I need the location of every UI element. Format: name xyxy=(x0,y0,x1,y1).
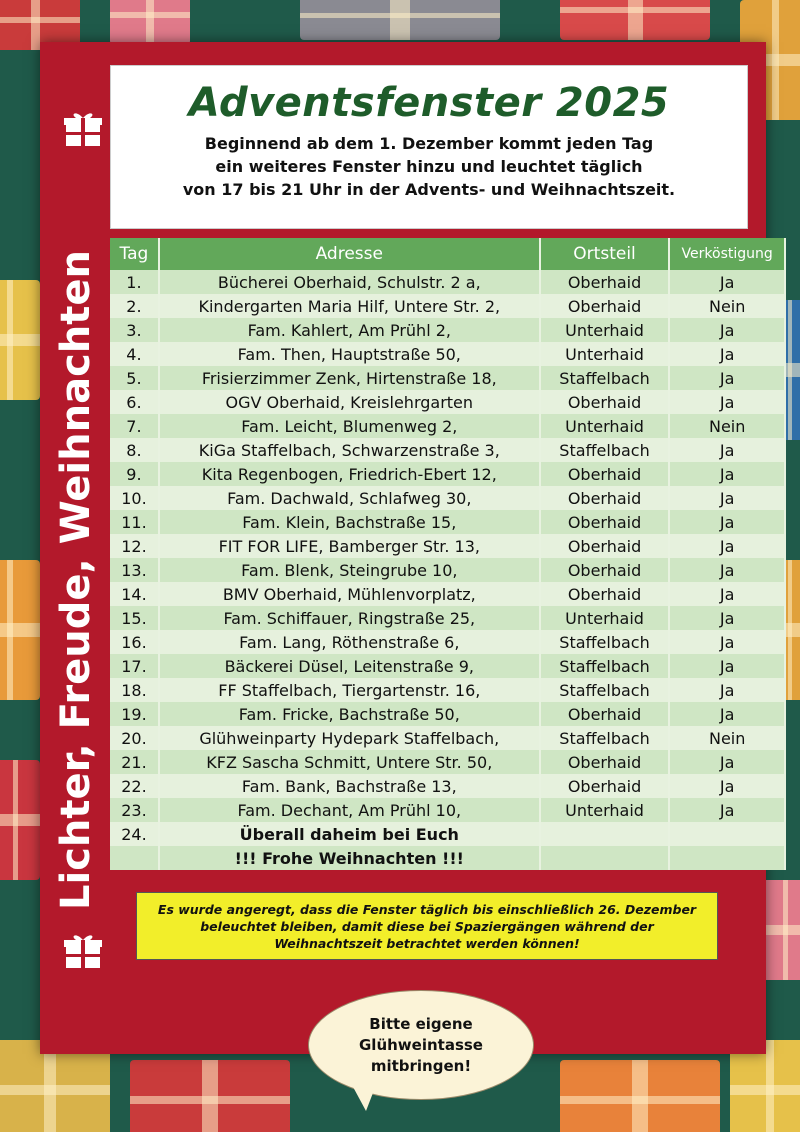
table-row xyxy=(110,774,786,798)
gift-decoration xyxy=(0,760,40,880)
cell-verkoestigung: Ja xyxy=(670,366,786,390)
table-row xyxy=(110,846,786,870)
cell-verkoestigung: Ja xyxy=(670,342,786,366)
cell-verkoestigung: Nein xyxy=(670,294,786,318)
cell-verkoestigung: Ja xyxy=(670,270,786,294)
cell-tag: 23. xyxy=(110,798,160,822)
cell-verkoestigung: Ja xyxy=(670,798,786,822)
cell-ortsteil: Oberhaid xyxy=(541,270,671,294)
cell-tag: 9. xyxy=(110,462,160,486)
cell-tag: 6. xyxy=(110,390,160,414)
cell-verkoestigung: Ja xyxy=(670,486,786,510)
cell-verkoestigung: Ja xyxy=(670,318,786,342)
cell-adresse: Frisierzimmer Zenk, Hirtenstraße 18, xyxy=(160,366,541,390)
cell-adresse: KiGa Staffelbach, Schwarzenstraße 3, xyxy=(160,438,541,462)
cell-ortsteil: Staffelbach xyxy=(541,654,671,678)
table-row xyxy=(110,486,786,510)
note-line-3: Weihnachtszeit betrachtet werden können! xyxy=(274,935,580,951)
cell-adresse: FF Staffelbach, Tiergartenstr. 16, xyxy=(160,678,541,702)
cell-verkoestigung: Ja xyxy=(670,558,786,582)
cell-ortsteil: Oberhaid xyxy=(541,390,671,414)
header-subtitle xyxy=(111,132,747,201)
cell-tag: 11. xyxy=(110,510,160,534)
gift-decoration xyxy=(110,0,190,45)
table-header xyxy=(110,238,786,270)
cell-ortsteil: Unterhaid xyxy=(541,606,671,630)
cell-ortsteil: Oberhaid xyxy=(541,486,671,510)
bubble-line-3: mitbringen! xyxy=(370,1056,472,1075)
cell-tag: 12. xyxy=(110,534,160,558)
header-line-1: Beginnend ab dem 1. Dezember kommt jeden Tag xyxy=(204,134,654,153)
cell-adresse: Glühweinparty Hydepark Staffelbach, xyxy=(160,726,541,750)
cell-adresse: OGV Oberhaid, Kreislehrgarten xyxy=(160,390,541,414)
speech-bubble xyxy=(308,990,534,1100)
cell-adresse: Fam. Blenk, Steingrube 10, xyxy=(160,558,541,582)
vertical-slogan-text: Lichter, Freude, Weihnachten xyxy=(53,250,99,910)
cell-adresse: Fam. Then, Hauptstraße 50, xyxy=(160,342,541,366)
gift-decoration xyxy=(0,280,40,400)
cell-adresse: Fam. Leicht, Blumenweg 2, xyxy=(160,414,541,438)
table-row xyxy=(110,702,786,726)
vertical-slogan xyxy=(52,230,100,930)
table-row xyxy=(110,390,786,414)
cell-verkoestigung: Ja xyxy=(670,582,786,606)
header-adresse: Adresse xyxy=(160,238,541,270)
cell-adresse: !!! Frohe Weihnachten !!! xyxy=(160,846,541,870)
table-row xyxy=(110,822,786,846)
table-row xyxy=(110,798,786,822)
cell-verkoestigung: Ja xyxy=(670,702,786,726)
cell-verkoestigung: Ja xyxy=(670,654,786,678)
cell-verkoestigung: Ja xyxy=(670,678,786,702)
cell-ortsteil: Oberhaid xyxy=(541,558,671,582)
cell-verkoestigung: Ja xyxy=(670,390,786,414)
cell-tag xyxy=(110,846,160,870)
gift-icon xyxy=(64,932,102,970)
cell-adresse: BMV Oberhaid, Mühlenvorplatz, xyxy=(160,582,541,606)
cell-tag: 21. xyxy=(110,750,160,774)
cell-ortsteil: Staffelbach xyxy=(541,366,671,390)
cell-adresse: FIT FOR LIFE, Bamberger Str. 13, xyxy=(160,534,541,558)
cell-verkoestigung: Ja xyxy=(670,750,786,774)
cell-ortsteil: Staffelbach xyxy=(541,726,671,750)
cell-verkoestigung: Nein xyxy=(670,414,786,438)
schedule-table xyxy=(110,238,786,870)
header-line-3: von 17 bis 21 Uhr in der Advents- und Weihnachtszeit. xyxy=(182,180,676,199)
cell-tag: 22. xyxy=(110,774,160,798)
table-row xyxy=(110,270,786,294)
cell-ortsteil: Unterhaid xyxy=(541,342,671,366)
cell-tag: 4. xyxy=(110,342,160,366)
cell-tag: 7. xyxy=(110,414,160,438)
cell-adresse: Fam. Dechant, Am Prühl 10, xyxy=(160,798,541,822)
table-row xyxy=(110,606,786,630)
gift-decoration xyxy=(0,560,40,700)
cell-verkoestigung: Ja xyxy=(670,534,786,558)
cell-ortsteil: Unterhaid xyxy=(541,414,671,438)
bubble-line-1: Bitte eigene xyxy=(369,1014,473,1033)
cell-tag: 10. xyxy=(110,486,160,510)
cell-adresse: Fam. Kahlert, Am Prühl 2, xyxy=(160,318,541,342)
cell-verkoestigung xyxy=(670,822,786,846)
cell-ortsteil: Oberhaid xyxy=(541,294,671,318)
cell-adresse: Überall daheim bei Euch xyxy=(160,822,541,846)
cell-verkoestigung: Ja xyxy=(670,510,786,534)
table-row xyxy=(110,510,786,534)
table-row xyxy=(110,534,786,558)
cell-tag: 8. xyxy=(110,438,160,462)
cell-adresse: Fam. Lang, Röthenstraße 6, xyxy=(160,630,541,654)
gift-decoration xyxy=(760,880,800,980)
cell-tag: 20. xyxy=(110,726,160,750)
cell-adresse: KFZ Sascha Schmitt, Untere Str. 50, xyxy=(160,750,541,774)
cell-verkoestigung: Ja xyxy=(670,630,786,654)
cell-adresse: Fam. Fricke, Bachstraße 50, xyxy=(160,702,541,726)
header-ortsteil: Ortsteil xyxy=(541,238,671,270)
gift-decoration xyxy=(560,1060,720,1132)
table-row xyxy=(110,366,786,390)
cell-tag: 24. xyxy=(110,822,160,846)
note-line-2: beleuchtet bleiben, damit diese bei Spaziergängen während der xyxy=(200,918,654,934)
cell-adresse: Fam. Klein, Bachstraße 15, xyxy=(160,510,541,534)
cell-ortsteil: Oberhaid xyxy=(541,534,671,558)
cell-tag: 13. xyxy=(110,558,160,582)
cell-adresse: Fam. Schiffauer, Ringstraße 25, xyxy=(160,606,541,630)
table-row xyxy=(110,294,786,318)
cell-tag: 16. xyxy=(110,630,160,654)
page-title: Adventsfenster 2025 xyxy=(188,80,670,126)
cell-verkoestigung xyxy=(670,846,786,870)
cell-ortsteil: Unterhaid xyxy=(541,798,671,822)
cell-verkoestigung: Ja xyxy=(670,606,786,630)
cell-ortsteil: Unterhaid xyxy=(541,318,671,342)
cell-ortsteil xyxy=(541,822,671,846)
cell-tag: 14. xyxy=(110,582,160,606)
table-row xyxy=(110,750,786,774)
note-box xyxy=(136,892,718,960)
gift-icon xyxy=(64,110,102,148)
table-row xyxy=(110,678,786,702)
cell-adresse: Kita Regenbogen, Friedrich-Ebert 12, xyxy=(160,462,541,486)
header-line-2: ein weiteres Fenster hinzu und leuchtet täglich xyxy=(215,157,643,176)
cell-verkoestigung: Ja xyxy=(670,438,786,462)
cell-adresse: Kindergarten Maria Hilf, Untere Str. 2, xyxy=(160,294,541,318)
cell-adresse: Bücherei Oberhaid, Schulstr. 2 a, xyxy=(160,270,541,294)
cell-verkoestigung: Ja xyxy=(670,462,786,486)
cell-ortsteil: Oberhaid xyxy=(541,462,671,486)
gift-decoration xyxy=(300,0,500,40)
cell-adresse: Fam. Bank, Bachstraße 13, xyxy=(160,774,541,798)
cell-tag: 2. xyxy=(110,294,160,318)
cell-ortsteil: Oberhaid xyxy=(541,510,671,534)
header-verkoestigung: Verköstigung xyxy=(670,238,786,270)
table-row xyxy=(110,558,786,582)
gift-decoration xyxy=(560,0,710,40)
table-row xyxy=(110,318,786,342)
cell-ortsteil: Oberhaid xyxy=(541,702,671,726)
table-row xyxy=(110,438,786,462)
table-row xyxy=(110,726,786,750)
cell-tag: 18. xyxy=(110,678,160,702)
cell-tag: 19. xyxy=(110,702,160,726)
cell-ortsteil: Oberhaid xyxy=(541,750,671,774)
cell-tag: 5. xyxy=(110,366,160,390)
cell-tag: 17. xyxy=(110,654,160,678)
cell-ortsteil: Staffelbach xyxy=(541,630,671,654)
cell-tag: 15. xyxy=(110,606,160,630)
cell-verkoestigung: Ja xyxy=(670,774,786,798)
header-tag: Tag xyxy=(110,238,160,270)
cell-verkoestigung: Nein xyxy=(670,726,786,750)
table-body xyxy=(110,270,786,870)
table-row xyxy=(110,414,786,438)
cell-adresse: Bäckerei Düsel, Leitenstraße 9, xyxy=(160,654,541,678)
table-row xyxy=(110,342,786,366)
header-box xyxy=(110,65,748,229)
cell-ortsteil xyxy=(541,846,671,870)
table-row xyxy=(110,630,786,654)
cell-tag: 3. xyxy=(110,318,160,342)
table-row xyxy=(110,654,786,678)
cell-ortsteil: Oberhaid xyxy=(541,582,671,606)
cell-tag: 1. xyxy=(110,270,160,294)
table-row xyxy=(110,462,786,486)
cell-ortsteil: Staffelbach xyxy=(541,438,671,462)
note-line-1: Es wurde angeregt, dass die Fenster täglich bis einschließlich 26. Dezember xyxy=(157,901,697,917)
bubble-line-2: Glühweintasse xyxy=(359,1035,483,1054)
gift-decoration xyxy=(130,1060,290,1132)
cell-ortsteil: Oberhaid xyxy=(541,774,671,798)
speech-bubble-tail xyxy=(352,1085,376,1111)
cell-ortsteil: Staffelbach xyxy=(541,678,671,702)
table-row xyxy=(110,582,786,606)
cell-adresse: Fam. Dachwald, Schlafweg 30, xyxy=(160,486,541,510)
